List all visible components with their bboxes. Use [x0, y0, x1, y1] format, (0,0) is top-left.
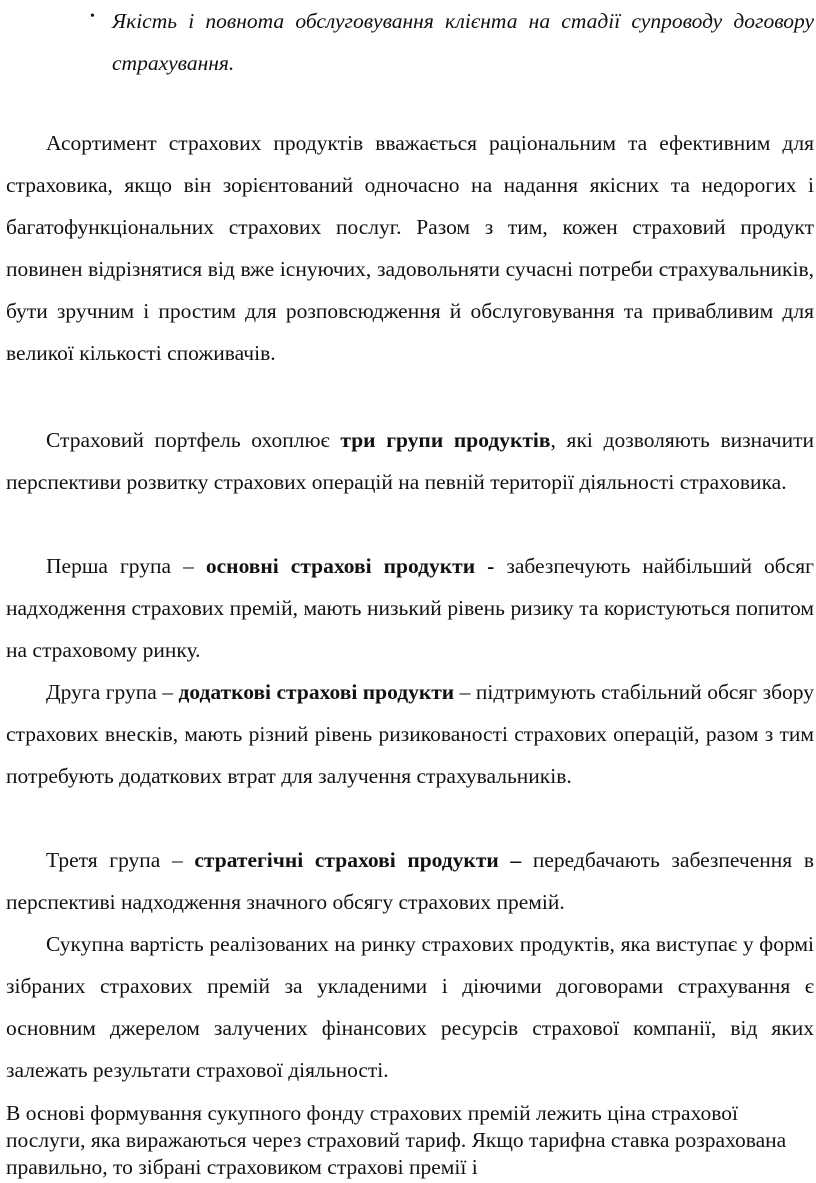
bullet-text: Якість і повнота обслуговування клієнта на стадії супроводу договору страхування. — [112, 9, 814, 75]
paragraph-group-one-rest: забезпечують найбільший обсяг надходження страхових премій, мають низький рівень ризику та користуються попитом на страховому ринку. — [6, 554, 814, 662]
paragraph-group-three — [6, 839, 814, 923]
paragraph-group-one — [6, 545, 814, 671]
paragraph-group-three-bold: стратегічні страхові продукти – — [194, 848, 522, 872]
paragraph-group-two-bold: додаткові страхові продукти — [178, 680, 455, 704]
paragraph-group-two-lead: Друга група – — [46, 680, 179, 704]
paragraph-group-two — [6, 671, 814, 797]
paragraph-group-three-lead: Третя група – — [46, 848, 195, 872]
paragraph-portfolio-lead: Страховий портфель охоплює — [46, 428, 341, 452]
paragraph-group-one-lead: Перша група – — [46, 554, 206, 578]
paragraph-group-three-rest: передбачають забезпечення в перспективі надходження значного обсягу страхових премій. — [6, 848, 814, 914]
paragraph-portfolio — [6, 419, 814, 503]
paragraph-group-two-rest: – підтримують стабільний обсяг збору страхових внесків, мають різний рівень ризикованості страхових операцій, разом з тим потребують додаткових втрат для залучення страхувальників. — [6, 680, 814, 788]
bullet-icon: • — [90, 9, 95, 24]
paragraph-portfolio-bold: три групи продуктів — [340, 428, 551, 452]
paragraph-total-value: Сукупна вартість реалізованих на ринку страхових продуктів, яка виступає у формі зібраних страхових премій за укладеними і діючими договорами страхування є основним джерелом залучених фінансових ресурсів страхової компанії, від яких залежать результати страхової діяльності. — [6, 932, 814, 1082]
paragraph-portfolio-rest: , які дозволяють визначити перспективи розвитку страхових операцій на певній території діяльності страховика. — [6, 428, 815, 494]
paragraph-assortment: Асортимент страхових продуктів вважається раціональним та ефективним для страховика, якщо він зорієнтований одночасно на надання якісних та недорогих і багатофункціональних страхових послуг. Разом з тим, кожен страховий продукт повинен відрізнятися від вже існуючих, задовольняти сучасні потреби страхувальників, бути зручним і простим для розповсюдження й обслуговування та привабливим для великої кількості споживачів. — [6, 131, 814, 365]
paragraph-group-one-bold: основні страхові продукти - — [205, 554, 495, 578]
paragraph-premium-fund: В основі формування сукупного фонду страхових премій лежить ціна страхової послуги, яка виражаються через страховий тариф. Якщо тарифна ставка розрахована правильно, то зібрані страховиком страхові премії і — [6, 1101, 787, 1179]
